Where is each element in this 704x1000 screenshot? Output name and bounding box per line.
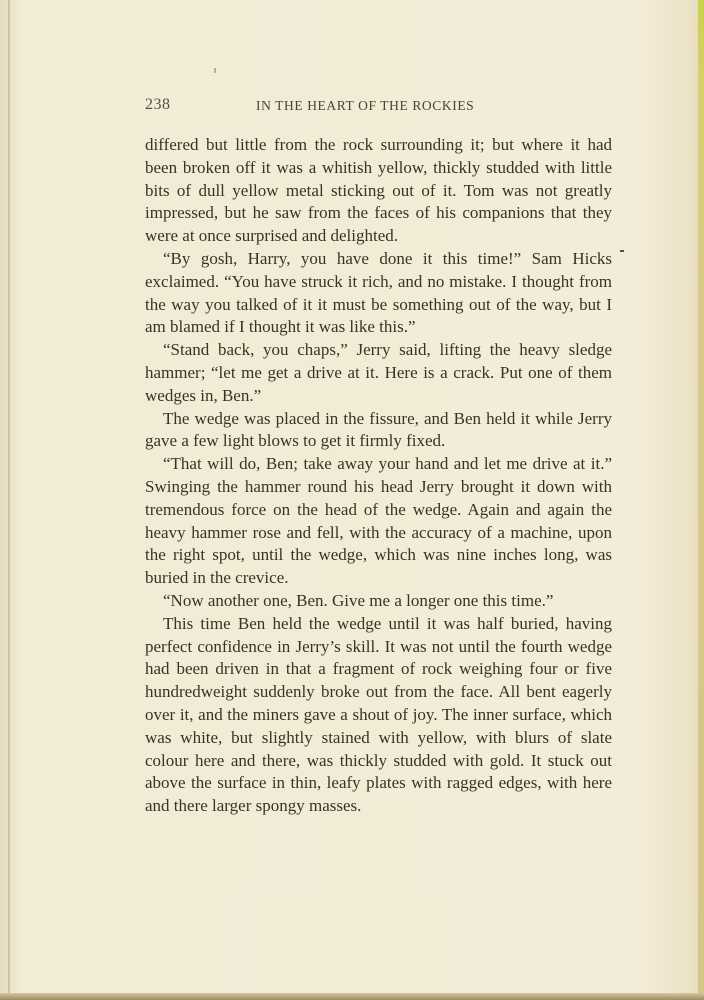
ink-speck (620, 250, 624, 252)
paragraph: differed but little from the rock surrounding it; but where it had been broken off it was a whitish yellow, thickly studded with little bits of dull yellow metal sticking out of it. Tom was not greatly impressed, but he saw from the faces of his companions that they were at once surprised and delighted. (145, 135, 612, 246)
paper-speck (214, 68, 216, 73)
page-bottom-edge (0, 993, 704, 1000)
running-head: IN THE HEART OF THE ROCKIES (256, 98, 475, 113)
page-gutter-shadow (8, 0, 10, 1000)
paragraph: “Stand back, you chaps,” Jerry said, lifting the heavy sledge hammer; “let me get a drive at it. Here is a crack. Put one of them wedges in, Ben.” (145, 340, 612, 405)
paragraph: The wedge was placed in the fissure, and Ben held it while Jerry gave a few light blows to get it firmly fixed. (145, 408, 612, 451)
page-header (145, 96, 615, 120)
page-number: 238 (145, 96, 171, 113)
paragraph: “Now another one, Ben. Give me a longer one this time.” (163, 590, 554, 610)
page-right-edge (698, 0, 704, 1000)
body-text (145, 134, 612, 818)
paragraph: This time Ben held the wedge until it was half buried, having perfect confidence in Jerry’s skill. It was not until the fourth wedge had been driven in that a fragment of rock weighing four or five hundredweight suddenly broke out from the face. All bent eagerly over it, and the miners gave a shout of joy. The inner surface, which was white, but slightly stained with yellow, with blurs of slate colour here and there, was thickly studded with gold. It stuck out above the surface in thin, leafy plates with ragged edges, with here and there larger spongy masses. (145, 613, 612, 816)
paragraph: “By gosh, Harry, you have done it this time!” Sam Hicks exclaimed. “You have struck it rich, and no mistake. I thought from the way you talked of it it must be something out of the way, but I am blamed if I thought it was like this.” (145, 248, 612, 337)
paragraph: “That will do, Ben; take away your hand and let me drive at it.” Swinging the hammer round his head Jerry brought it down with tremendous force on the head of the wedge. Again and again the heavy hammer rose and fell, with the accuracy of a machine, upon the right spot, until the wedge, which was nine inches long, was buried in the crevice. (145, 454, 612, 588)
